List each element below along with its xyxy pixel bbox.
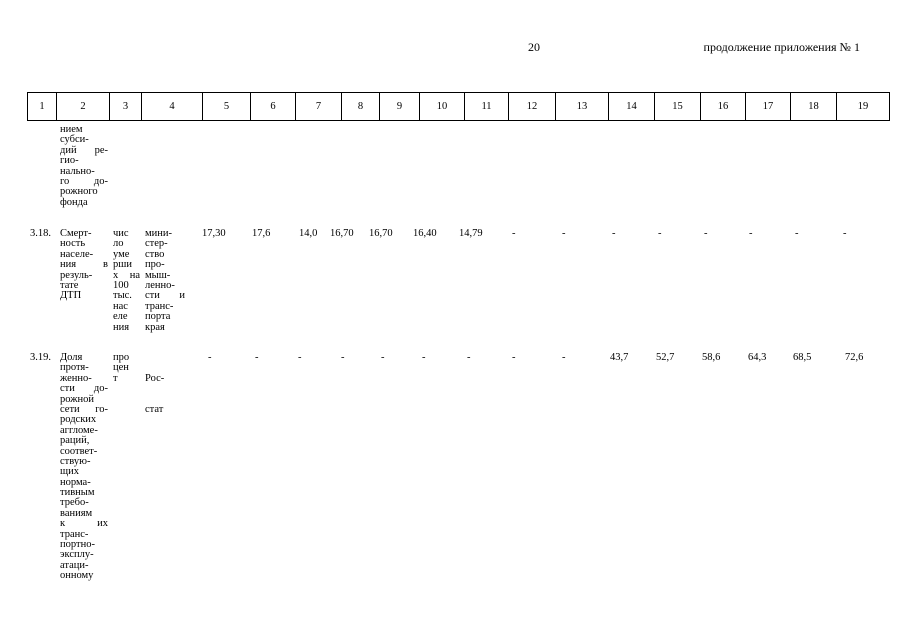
value-cell: 72,6: [845, 352, 864, 363]
text-line: го до-: [60, 175, 108, 187]
text-line: тыс.: [113, 290, 132, 302]
value-cell: -: [298, 352, 302, 363]
text-line: стер-: [145, 238, 168, 250]
text-line: сети го-: [60, 403, 108, 415]
text-line: тате: [60, 279, 79, 291]
column-header: 18: [791, 93, 837, 121]
column-header: 8: [342, 93, 380, 121]
unit-of-measure: [113, 229, 140, 333]
column-header: 17: [746, 93, 791, 121]
value-cell: -: [843, 228, 847, 239]
value-cell: -: [512, 228, 516, 239]
text-line: гио-: [60, 155, 79, 167]
value-cell: 17,6: [252, 228, 271, 239]
text-line: порта: [145, 311, 171, 323]
value-cell: 14,0: [299, 228, 318, 239]
value-cell: 52,7: [656, 352, 675, 363]
text-line: ствую-: [60, 455, 91, 467]
value-cell: -: [381, 352, 385, 363]
value-cell: -: [467, 352, 471, 363]
text-line: резуль-: [60, 269, 93, 281]
row-number: 3.19.: [30, 352, 51, 363]
column-header: 3: [110, 93, 142, 121]
value-cell: -: [658, 228, 662, 239]
text-line: мини-: [145, 228, 172, 239]
text-line: Смерт-: [60, 228, 92, 239]
text-line: субси-: [60, 134, 89, 146]
text-line: ния в: [60, 259, 108, 271]
value-cell: -: [562, 228, 566, 239]
value-cell: -: [562, 352, 566, 363]
column-header: 14: [609, 93, 655, 121]
text-line: нас: [113, 300, 128, 312]
column-header: 7: [296, 93, 342, 121]
text-line: ло: [113, 238, 124, 250]
carryover-indicator-name: [60, 125, 108, 208]
text-line: раций,: [60, 435, 90, 447]
text-line: ность: [60, 238, 86, 250]
text-line: дий ре-: [60, 144, 108, 156]
column-header: 2: [57, 93, 110, 121]
text-line: ваниям: [60, 507, 93, 519]
text-line: женно-: [60, 372, 92, 384]
text-line: щих: [60, 466, 79, 478]
indicator-name: [60, 353, 108, 582]
text-line: про-: [145, 259, 165, 271]
value-cell: 16,40: [413, 228, 437, 239]
text-line: соответ-: [60, 445, 98, 457]
text-line: цен: [113, 362, 129, 374]
text-line: сти до-: [60, 383, 108, 395]
column-header: 13: [556, 93, 609, 121]
value-cell: -: [512, 352, 516, 363]
data-source: [145, 229, 185, 333]
column-header: 16: [701, 93, 746, 121]
text-line: транс-: [60, 528, 89, 540]
text-line: атаци-: [60, 559, 89, 571]
text-line: еле: [113, 311, 128, 323]
text-line: х на: [113, 269, 140, 281]
text-line: населе-: [60, 248, 94, 260]
value-cell: -: [341, 352, 345, 363]
text-line: тивным: [60, 487, 95, 499]
column-header: 12: [509, 93, 556, 121]
text-line: транс-: [145, 300, 174, 312]
text-line: 100: [113, 279, 129, 291]
indicator-name: [60, 229, 108, 302]
text-line: Рос-: [145, 372, 165, 384]
value-cell: -: [422, 352, 426, 363]
column-number-header: [27, 92, 890, 121]
text-line: эксплу-: [60, 549, 94, 561]
text-line: ния: [113, 321, 130, 333]
text-line: норма-: [60, 476, 91, 488]
column-header: 9: [380, 93, 420, 121]
page-number: 20: [528, 40, 540, 54]
text-line: рожной: [60, 393, 94, 405]
unit-of-measure: [113, 353, 140, 384]
data-source: [145, 353, 164, 426]
text-line: про: [113, 352, 130, 363]
row-number: 3.18.: [30, 228, 51, 239]
value-cell: 58,6: [702, 352, 721, 363]
value-cell: -: [612, 228, 616, 239]
column-header: 4: [142, 93, 203, 121]
text-line: сти и: [145, 290, 185, 302]
text-line: Доля: [60, 352, 83, 363]
value-cell: -: [208, 352, 212, 363]
text-line: ДТП: [60, 290, 82, 302]
text-line: родских: [60, 414, 97, 426]
value-cell: 64,3: [748, 352, 767, 363]
text-line: уме: [113, 248, 130, 260]
text-line: нием: [60, 124, 83, 135]
column-header: 11: [465, 93, 509, 121]
value-cell: 68,5: [793, 352, 812, 363]
appendix-continuation-label: продолжение приложения № 1: [703, 40, 860, 54]
column-header: 19: [837, 93, 890, 121]
value-cell: -: [255, 352, 259, 363]
text-line: к их: [60, 518, 108, 530]
text-line: портно-: [60, 539, 95, 551]
column-header: 1: [28, 93, 57, 121]
column-header: 15: [655, 93, 701, 121]
text-line: края: [145, 321, 165, 333]
text-line: мыш-: [145, 269, 171, 281]
value-cell: 14,79: [459, 228, 483, 239]
text-line: ленно-: [145, 279, 175, 291]
text-line: онному: [60, 570, 94, 582]
text-line: фонда: [60, 196, 88, 208]
text-line: чис: [113, 228, 129, 239]
value-cell: 43,7: [610, 352, 629, 363]
text-line: нально-: [60, 165, 95, 177]
text-line: аггломе-: [60, 424, 98, 436]
value-cell: -: [795, 228, 799, 239]
text-line: стат: [145, 404, 164, 416]
text-line: рожного: [60, 186, 98, 198]
column-header: 5: [203, 93, 251, 121]
text-line: протя-: [60, 362, 89, 374]
column-header: 10: [420, 93, 465, 121]
value-cell: -: [749, 228, 753, 239]
column-header: 6: [251, 93, 296, 121]
value-cell: 16,70: [330, 228, 354, 239]
text-line: рши: [113, 259, 132, 271]
text-line: требо-: [60, 497, 89, 509]
text-line: т: [113, 372, 118, 384]
value-cell: -: [704, 228, 708, 239]
text-line: ство: [145, 248, 165, 260]
value-cell: 16,70: [369, 228, 393, 239]
value-cell: 17,30: [202, 228, 226, 239]
